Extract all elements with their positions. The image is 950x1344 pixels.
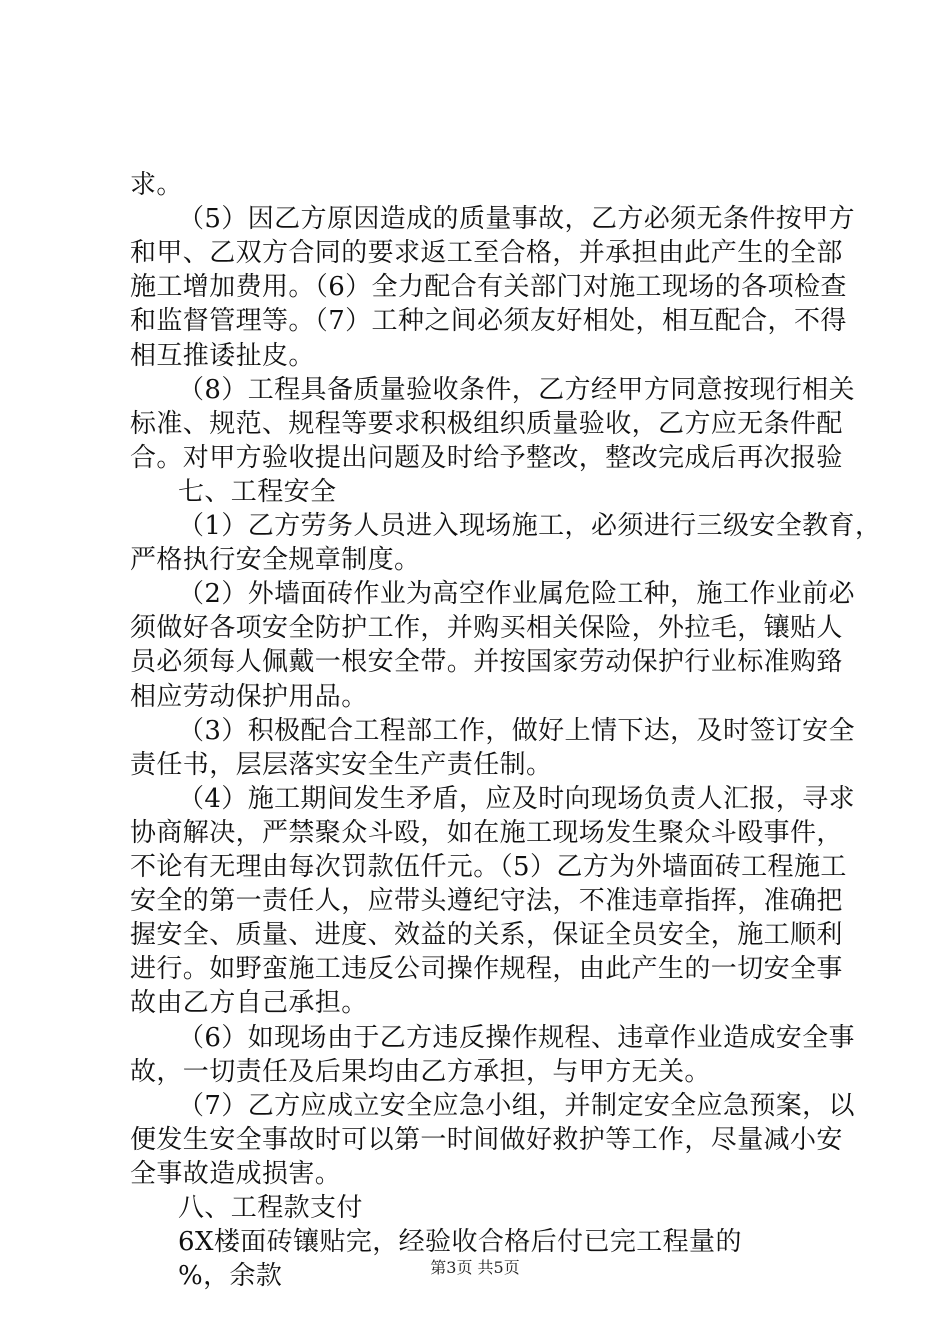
text-line: 严格执行安全规章制度。	[130, 545, 421, 576]
payment-remainder-line: %，余款	[178, 1261, 283, 1292]
payment-line: 6X楼面砖镶贴完，经验收合格后付已完工程量的	[178, 1227, 742, 1258]
text-line: 标准、规范、规程等要求积极组织质量验收，乙方应无条件配	[130, 408, 843, 439]
text-line: 员必须每人佩戴一根安全带。并按国家劳动保护行业标准购臵	[130, 647, 843, 678]
text-line: 故由乙方自己承担。	[130, 988, 368, 1019]
paragraph-8-start: （8）工程具备质量验收条件，乙方经甲方同意按现行相关	[178, 374, 855, 405]
text-line: 故，一切责任及后果均由乙方承担，与甲方无关。	[130, 1056, 711, 1087]
text-line: 协商解决，严禁聚众斗殴，如在施工现场发生聚众斗殴事件，	[130, 817, 843, 848]
text-line: 相互推诿扯皮。	[130, 340, 315, 371]
safety-item-1-start: （1）乙方劳务人员进入现场施工，必须进行三级安全教育，	[178, 511, 882, 541]
page-footer: 第3页 共5页	[430, 1258, 520, 1277]
text-line: 合。对甲方验收提出问题及时给予整改，整改完成后再次报验	[130, 442, 843, 473]
text-line: 安全的第一责任人，应带头遵纪守法，不准违章指挥，准确把	[130, 886, 843, 917]
safety-item-7-start: （7）乙方应成立安全应急小组，并制定安全应急预案，以	[178, 1090, 855, 1121]
safety-item-4-start: （4）施工期间发生矛盾，应及时向现场负责人汇报，寻求	[178, 783, 855, 814]
text-line: 全事故造成损害。	[130, 1158, 342, 1189]
text-line: 便发生安全事故时可以第一时间做好救护等工作，尽量减小安	[130, 1124, 843, 1155]
paragraph-5-start: （5）因乙方原因造成的质量事故，乙方必须无条件按甲方	[178, 204, 855, 235]
text-line: 握安全、质量、进度、效益的关系，保证全员安全，施工顺利	[130, 920, 843, 951]
text-line: 和监督管理等。（7）工种之间必须友好相处，相互配合，不得	[130, 306, 847, 337]
text-line: 相应劳动保护用品。	[130, 681, 368, 712]
text-line: 不论有无理由每次罚款伍仟元。（5）乙方为外墙面砖工程施工	[130, 852, 847, 882]
text-line: 和甲、乙双方合同的要求返工至合格，并承担由此产生的全部	[130, 238, 843, 269]
section-heading-safety: 七、工程安全	[178, 476, 337, 507]
safety-item-2-start: （2）外墙面砖作业为高空作业属危险工种，施工作业前必	[178, 579, 855, 610]
text-line: 施工增加费用。（6）全力配合有关部门对施工现场的各项检查	[130, 272, 847, 303]
section-heading-payment: 八、工程款支付	[178, 1193, 363, 1223]
text-line: 进行。如野蛮施工违反公司操作规程，由此产生的一切安全事	[130, 954, 843, 985]
text-line: 责任书，层层落实安全生产责任制。	[130, 749, 553, 780]
safety-item-6-start: （6）如现场由于乙方违反操作规程、违章作业造成安全事	[178, 1022, 855, 1053]
text-line: 求。	[130, 170, 183, 200]
safety-item-3-start: （3）积极配合工程部工作，做好上情下达，及时签订安全	[178, 715, 855, 746]
text-line: 须做好各项安全防护工作，并购买相关保险，外拉毛，镶贴人	[130, 613, 843, 644]
